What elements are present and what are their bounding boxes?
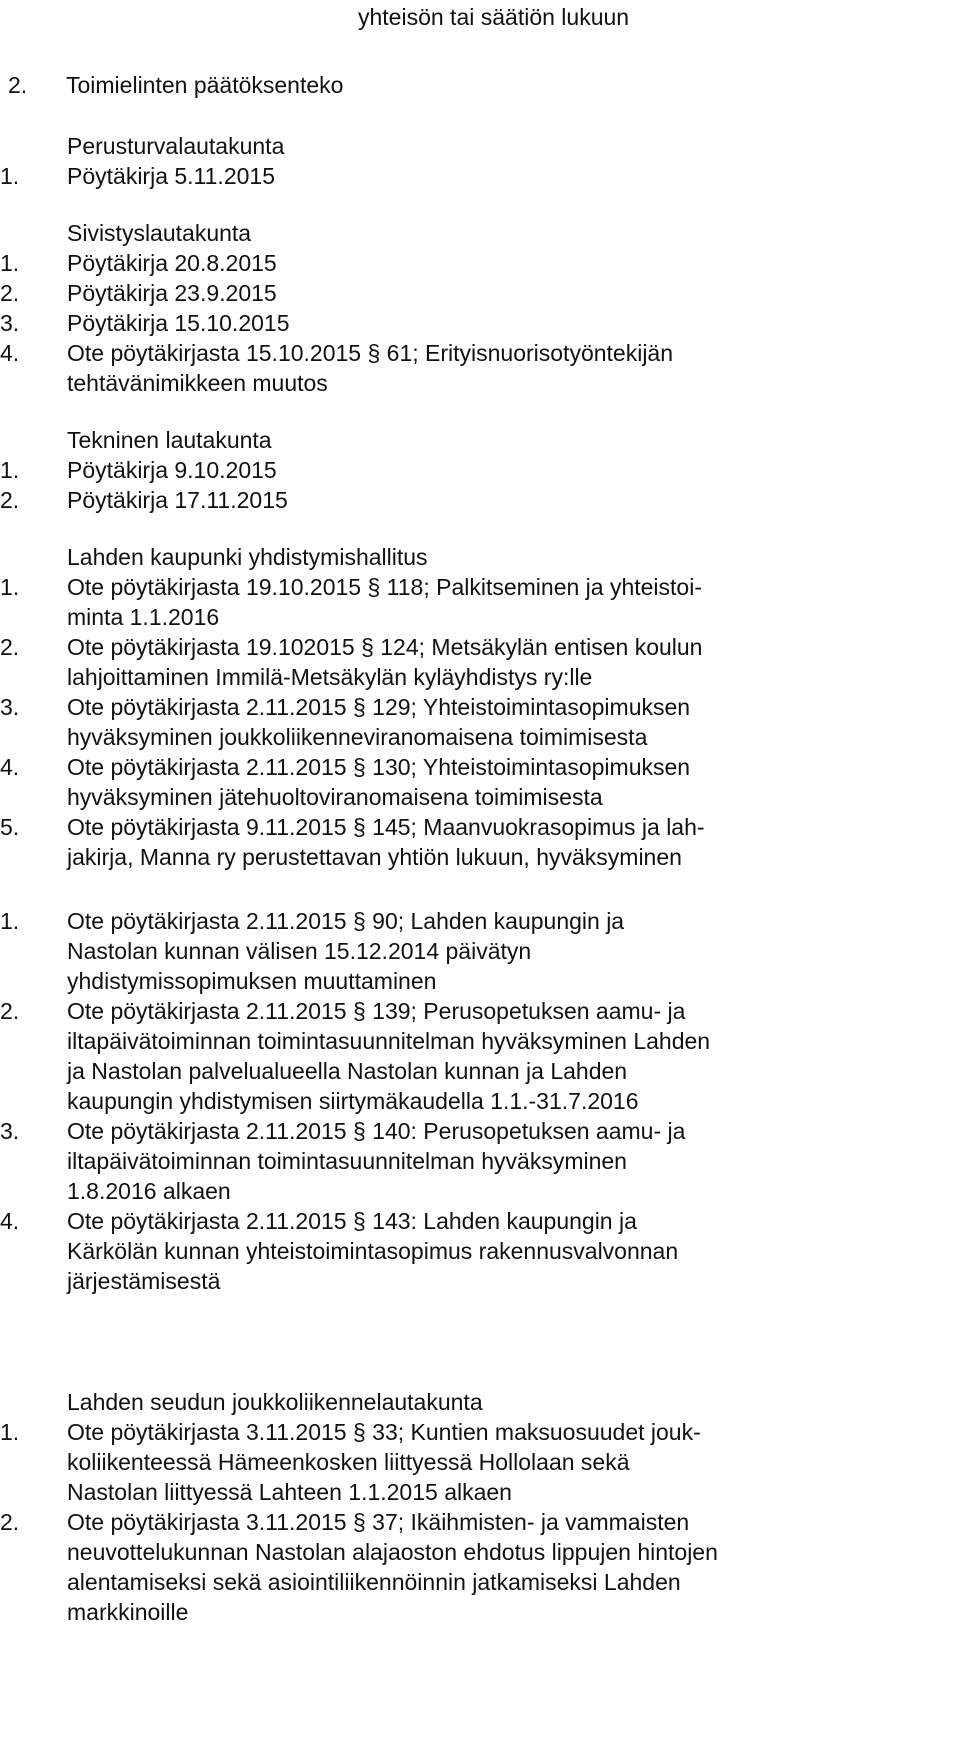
- item-text-line: Ote pöytäkirjasta 2.11.2015 § 129; Yhteistoimintasopimuksen: [67, 694, 691, 720]
- item-text-line: Ote pöytäkirjasta 19.10.2015 § 118; Palkitseminen ja yhteistoi-: [67, 574, 702, 600]
- item-number: 1.: [0, 163, 20, 189]
- item-text-line: lahjoittaminen Immilä-Metsäkylän kyläyhdistys ry:lle: [67, 664, 593, 690]
- item-number: 1.: [0, 1419, 20, 1445]
- group-header: Lahden kaupunki yhdistymishallitus: [67, 544, 428, 570]
- item-text-line: tehtävänimikkeen muutos: [67, 370, 328, 396]
- group-header: Lahden seudun joukkoliikennelautakunta: [67, 1389, 483, 1415]
- item-text-line: Ote pöytäkirjasta 2.11.2015 § 90; Lahden kaupungin ja: [67, 908, 625, 934]
- item-text: [67, 812, 880, 872]
- item-text: [67, 632, 880, 692]
- item-text-line: iltapäivätoiminnan toimintasuunnitelman hyväksyminen Lahden: [67, 1028, 711, 1054]
- item-text-line: Ote pöytäkirjasta 9.11.2015 § 145; Maanvuokrasopimus ja lah-: [67, 814, 705, 840]
- section-heading: [8, 70, 343, 100]
- item-text-line: Ote pöytäkirjasta 15.10.2015 § 61; Erityisnuorisotyöntekijän: [67, 340, 674, 366]
- list-item: [0, 278, 880, 308]
- item-number: 2.: [0, 280, 20, 306]
- item-number: 4.: [0, 754, 20, 780]
- item-number: 2.: [0, 998, 20, 1024]
- list-item: [0, 632, 880, 692]
- item-text-line: minta 1.1.2016: [67, 604, 220, 630]
- item-text-line: Ote pöytäkirjasta 2.11.2015 § 140: Perusopetuksen aamu- ja: [67, 1118, 686, 1144]
- item-text-line: koliikenteessä Hämeenkosken liittyessä Hollolaan sekä: [67, 1449, 630, 1475]
- list-item: [0, 1116, 880, 1206]
- item-number: 3.: [0, 1118, 20, 1144]
- item-text-line: hyväksyminen joukkoliikenneviranomaisena toimimisesta: [67, 724, 648, 750]
- item-text-line: neuvottelukunnan Nastolan alajaoston ehdotus lippujen hintojen: [67, 1539, 718, 1565]
- minutes-list: [0, 161, 947, 191]
- item-text-line: hyväksyminen jätehuoltoviranomaisena toimimisesta: [67, 784, 603, 810]
- item-text-line: Kärkölän kunnan yhteistoimintasopimus rakennusvalvonnan: [67, 1238, 679, 1264]
- item-text-line: Ote pöytäkirjasta 2.11.2015 § 139; Perusopetuksen aamu- ja: [67, 998, 686, 1024]
- list-item: [0, 1417, 880, 1507]
- item-text: Pöytäkirja 20.8.2015: [67, 250, 277, 276]
- item-text-line: Ote pöytäkirjasta 3.11.2015 § 33; Kuntien maksuosuudet jouk-: [67, 1419, 701, 1445]
- minutes-list: [0, 248, 947, 398]
- item-text: [67, 1417, 880, 1507]
- item-text: [67, 572, 880, 632]
- list-item: [0, 308, 880, 338]
- item-number: 3.: [0, 310, 20, 336]
- item-text: [67, 338, 880, 398]
- item-text: [67, 1206, 880, 1296]
- item-number: 3.: [0, 694, 20, 720]
- list-item: [0, 1206, 880, 1296]
- item-text: Pöytäkirja 17.11.2015: [67, 487, 288, 513]
- minutes-list: [0, 572, 947, 872]
- item-text-line: järjestämisestä: [67, 1268, 221, 1294]
- group-header: Sivistyslautakunta: [67, 220, 252, 246]
- item-text: [67, 692, 880, 752]
- item-number: 4.: [0, 340, 20, 366]
- item-text-line: jakirja, Manna ry perustettavan yhtiön lukuun, hyväksyminen: [67, 844, 682, 870]
- list-item: [0, 338, 880, 398]
- list-item: [0, 572, 880, 632]
- list-item: [0, 1507, 880, 1627]
- list-item: [0, 248, 880, 278]
- item-number: 4.: [0, 1208, 20, 1234]
- item-text-line: Ote pöytäkirjasta 19.102015 § 124; Metsäkylän entisen koulun: [67, 634, 703, 660]
- list-item: [0, 161, 880, 191]
- item-number: 5.: [0, 814, 20, 840]
- section-title: Toimielinten päätöksenteko: [66, 72, 344, 98]
- group-tekninen-lautakunta: [0, 425, 947, 515]
- minutes-list: [0, 455, 947, 515]
- group-unlabeled: [0, 906, 947, 1296]
- minutes-list: [0, 906, 947, 1296]
- item-text-line: ja Nastolan palvelualueella Nastolan kunnan ja Lahden: [67, 1058, 628, 1084]
- item-number: 1.: [0, 250, 20, 276]
- item-text: [67, 1507, 880, 1627]
- item-number: 1.: [0, 574, 20, 600]
- item-text-line: Ote pöytäkirjasta 2.11.2015 § 143: Lahden kaupungin ja: [67, 1208, 637, 1234]
- item-text-line: 1.8.2016 alkaen: [67, 1178, 231, 1204]
- item-text: [67, 906, 880, 996]
- group-joukkoliikennelautakunta: [0, 1387, 947, 1627]
- item-text-line: Nastolan kunnan välisen 15.12.2014 päivätyn: [67, 938, 532, 964]
- list-item: [0, 996, 880, 1116]
- item-text: [67, 996, 880, 1116]
- item-text: Pöytäkirja 23.9.2015: [67, 280, 277, 306]
- item-number: 1.: [0, 457, 20, 483]
- list-item: [0, 455, 880, 485]
- section-number: 2.: [8, 72, 28, 98]
- item-number: 2.: [0, 487, 20, 513]
- item-text-line: yhdistymissopimuksen muuttaminen: [67, 968, 437, 994]
- item-number: 2.: [0, 634, 20, 660]
- item-text-line: Nastolan liittyessä Lahteen 1.1.2015 alkaen: [67, 1479, 512, 1505]
- item-text-line: markkinoille: [67, 1599, 189, 1625]
- list-item: [0, 485, 880, 515]
- item-text: Pöytäkirja 9.10.2015: [67, 457, 277, 483]
- item-text-line: alentamiseksi sekä asiointiliikennöinnin jatkamiseksi Lahden: [67, 1569, 681, 1595]
- list-item: [0, 812, 880, 872]
- minutes-list: [0, 1417, 947, 1627]
- item-text-line: Ote pöytäkirjasta 2.11.2015 § 130; Yhteistoimintasopimuksen: [67, 754, 691, 780]
- item-text-line: iltapäivätoiminnan toimintasuunnitelman hyväksyminen: [67, 1148, 627, 1174]
- group-header: Tekninen lautakunta: [67, 427, 272, 453]
- item-number: 1.: [0, 908, 20, 934]
- list-item: [0, 752, 880, 812]
- item-text: [67, 1116, 880, 1206]
- item-text: Pöytäkirja 15.10.2015: [67, 310, 290, 336]
- continued-text-line: yhteisön tai säätiön lukuun: [358, 4, 630, 30]
- list-item: [0, 692, 880, 752]
- item-text-line: Ote pöytäkirjasta 3.11.2015 § 37; Ikäihmisten- ja vammaisten: [67, 1509, 690, 1535]
- item-text: [67, 752, 880, 812]
- item-text: Pöytäkirja 5.11.2015: [67, 163, 275, 189]
- group-yhdistymishallitus: [0, 542, 947, 872]
- group-sivistyslautakunta: [0, 218, 947, 398]
- item-number: 2.: [0, 1509, 20, 1535]
- list-item: [0, 906, 880, 996]
- item-text-line: kaupungin yhdistymisen siirtymäkaudella 1.1.-31.7.2016: [67, 1088, 639, 1114]
- group-header: Perusturvalautakunta: [67, 133, 285, 159]
- group-perusturvalautakunta: [0, 131, 947, 191]
